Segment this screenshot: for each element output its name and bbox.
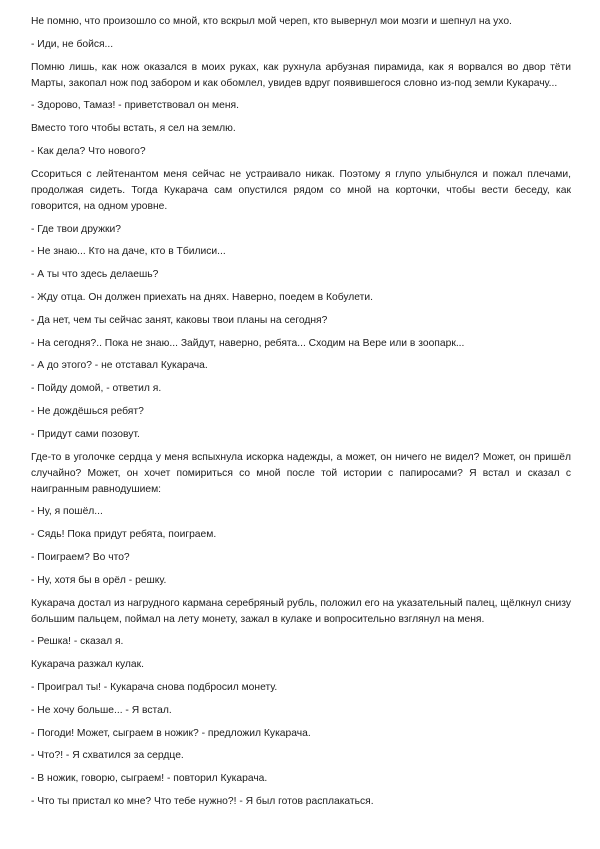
paragraph: - А ты что здесь делаешь? [31, 269, 159, 281]
paragraph: - Пойду домой, - ответил я. [31, 383, 162, 395]
paragraph: Ссориться с лейтенантом меня сейчас не устраивало никак. Поэтому я глупо улыбнулся и пожал плечами, продолжая сидеть. Тогда Кукарача сам опустился рядом со мной на корточки, чтобы вести беседу, как говорится, на одном уровне. [31, 168, 571, 212]
document-page [31, 14, 571, 817]
paragraph: - Проиграл ты! - Кукарача снова подбросил монету. [31, 681, 278, 693]
paragraph: - На сегодня?.. Пока не знаю... Зайдут, наверно, ребята... Сходим на Вере или в зоопарк... [31, 337, 465, 349]
paragraph: Помню лишь, как нож оказался в моих руках, как рухнула арбузная пирамида, как я ворвался во двор тёти Марты, закопал нож под забором и как обомлел, увидев вдруг появившегося словно из-под земли Кукарачу... [31, 61, 571, 89]
paragraph: - Не знаю... Кто на даче, кто в Тбилиси... [31, 246, 226, 258]
paragraph: - Поиграем? Во что? [31, 551, 130, 563]
paragraph: Вместо того чтобы встать, я сел на землю. [31, 123, 236, 135]
paragraph: Не помню, что произошло со мной, кто вскрыл мой череп, кто вывернул мои мозги и шепнул на ухо. [31, 16, 512, 27]
paragraph: - Не хочу больше... - Я встал. [31, 704, 172, 716]
paragraph: - Сядь! Пока придут ребята, поиграем. [31, 529, 217, 541]
paragraph: - Жду отца. Он должен приехать на днях. Наверно, поедем в Кобулети. [31, 291, 374, 303]
paragraph: Где-то в уголочке сердца у меня вспыхнула искорка надежды, а может, он ничего не видел? Может, он пришёл случайно? Может, он хочет помириться со мной после той истории с папиросами? Я встал и сказал с наигранным равнодушием: [31, 451, 571, 495]
paragraph: Кукарача разжал кулак. [31, 659, 144, 671]
paragraph: - Придут сами позовут. [31, 428, 140, 440]
paragraph: - Ну, я пошёл... [31, 506, 103, 518]
paragraph: - В ножик, говорю, сыграем! - повторил Кукарача. [31, 773, 268, 785]
paragraph: - Иди, не бойся... [31, 38, 114, 50]
paragraph: - Да нет, чем ты сейчас занят, каковы твои планы на сегодня? [31, 314, 328, 326]
paragraph: - Что?! - Я схватился за сердце. [31, 750, 184, 762]
paragraph: - Где твои дружки? [31, 223, 121, 235]
paragraph: - Ну, хотя бы в орёл - решку. [31, 574, 167, 586]
paragraph: - Погоди! Может, сыграем в ножик? - предложил Кукарача. [31, 727, 311, 739]
paragraph: - Как дела? Что нового? [31, 145, 146, 157]
paragraph: - А до этого? - не отставал Кукарача. [31, 360, 208, 372]
paragraph: - Не дождёшься ребят? [31, 405, 144, 417]
paragraph: - Что ты пристал ко мне? Что тебе нужно?! - Я был готов расплакаться. [31, 795, 374, 807]
paragraph: - Решка! - сказал я. [31, 636, 124, 648]
paragraph: Кукарача достал из нагрудного кармана серебряный рубль, положил его на указательный палец, щёлкнул снизу большим пальцем, поймал на лету монету, зажал в кулаке и вопросительно взглянул на меня. [31, 597, 571, 625]
paragraph: - Здорово, Тамаз! - приветствовал он меня. [31, 100, 239, 112]
